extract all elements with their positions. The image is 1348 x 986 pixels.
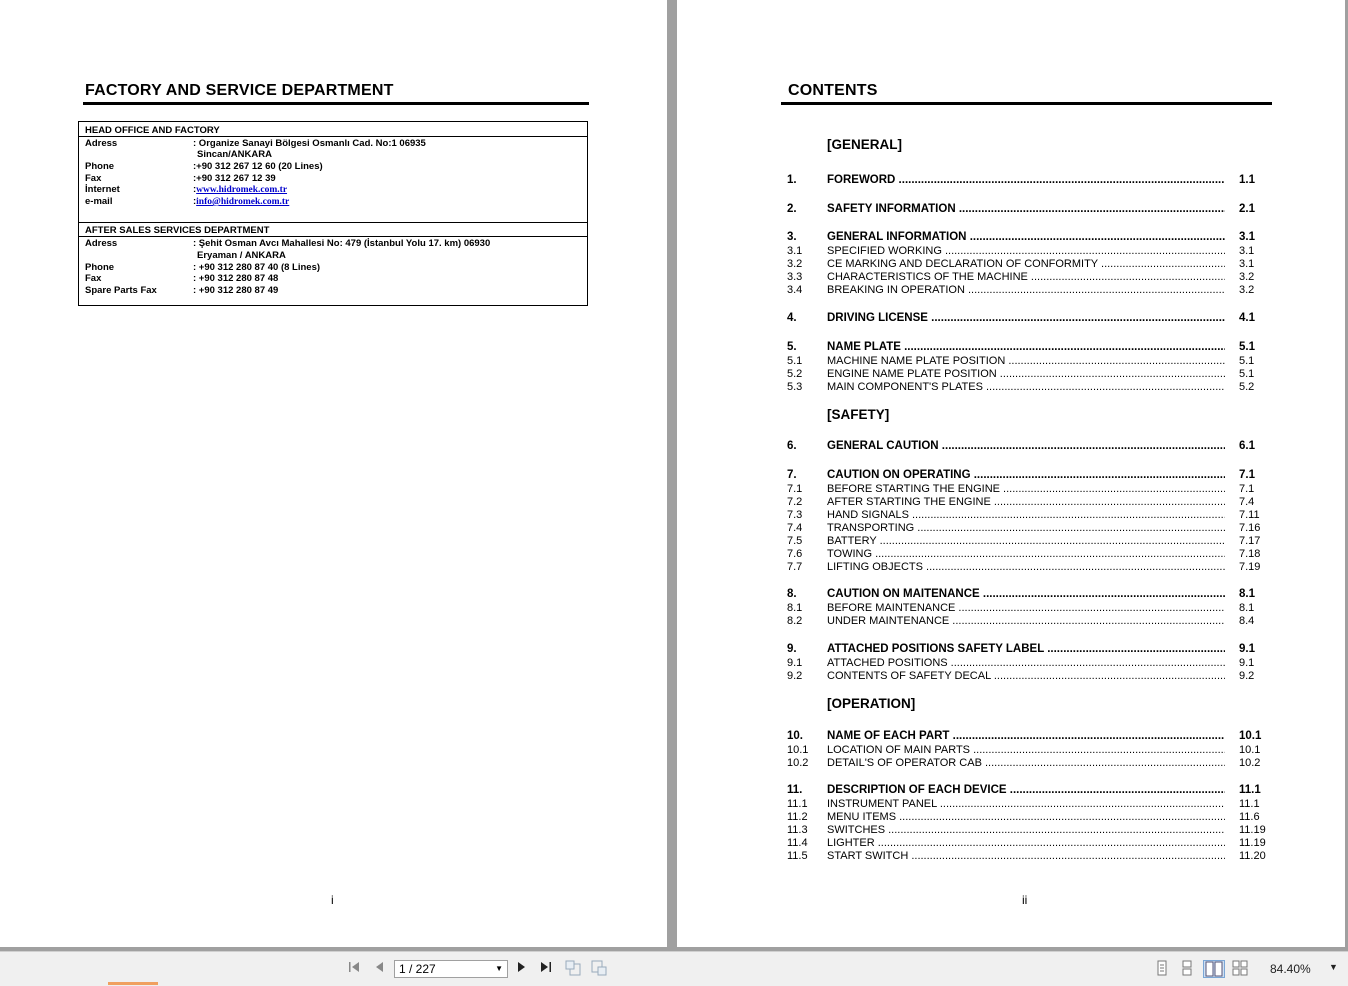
toc-entry-number: 3.1 — [787, 245, 803, 257]
toc-entry-title: BEFORE STARTING THE ENGINE ..... — [827, 483, 1225, 496]
after-sales-heading: AFTER SALES SERVICES DEPARTMENT — [85, 225, 270, 236]
toc-entry[interactable] — [787, 258, 1272, 271]
website-link[interactable]: www.hidromek.com.tr — [196, 185, 288, 195]
toc-entry[interactable] — [787, 670, 1272, 683]
section-operation: [OPERATION] — [827, 696, 916, 711]
toc-entry[interactable] — [787, 469, 1272, 482]
toc-entry-title: CAUTION ON OPERATING ..... — [827, 469, 1225, 482]
toc-entry-number: 10.1 — [787, 744, 809, 756]
toc-entry-page: 9.1 — [1239, 643, 1255, 655]
toc-entry-title: MACHINE NAME PLATE POSITION ..... — [827, 355, 1225, 368]
toc-entry-title: FOREWORD ..... — [827, 174, 1225, 187]
prev-view-icon[interactable] — [564, 960, 582, 978]
toc-entry-number: 5.2 — [787, 368, 803, 380]
toc-entry-title: SPECIFIED WORKING ..... — [827, 245, 1225, 258]
after-sales-spare-fax-row — [85, 285, 278, 296]
toc-entry-page: 5.1 — [1239, 341, 1255, 353]
toc-entry-number: 9. — [787, 643, 797, 655]
toc-entry-page: 11.1 — [1239, 798, 1260, 810]
row-value: : Şehit Osman Avcı Mahallesi No: 479 (İstanbul Yolu 17. km) 06930 — [193, 238, 491, 249]
page-number: ii — [1022, 893, 1028, 907]
toc-entry-title: AFTER STARTING THE ENGINE ..... — [827, 496, 1225, 509]
toc-entry-number: 5.3 — [787, 381, 803, 393]
toc-entry-number: 11.5 — [787, 850, 808, 862]
toc-entry-number: 10.2 — [787, 757, 809, 769]
after-sales-fax-row — [85, 273, 278, 284]
toc-entry-title: DRIVING LICENSE ..... — [827, 312, 1225, 325]
toc-entry-page: 3.2 — [1239, 271, 1255, 283]
head-office-fax-row — [85, 173, 276, 184]
title-rule — [83, 102, 589, 105]
toc-entry-number: 8.2 — [787, 615, 803, 627]
toc-entry-page: 1.1 — [1239, 174, 1255, 186]
toc-entry-title: CONTENTS OF SAFETY DECAL ..... — [827, 670, 1225, 683]
toc-entry[interactable] — [787, 231, 1272, 244]
toc-entry[interactable] — [787, 561, 1272, 574]
two-page-icon[interactable] — [1203, 960, 1225, 978]
divider — [79, 222, 587, 223]
toc-entry-title: BEFORE MAINTENANCE ..... — [827, 602, 1225, 615]
toc-entry-page: 7.11 — [1239, 509, 1260, 521]
toc-entry-title: START SWITCH ..... — [827, 850, 1225, 863]
toc-entry[interactable] — [787, 850, 1272, 863]
prev-page-icon[interactable] — [370, 960, 388, 978]
toc-entry-page: 6.1 — [1239, 440, 1255, 452]
toc-entry-number: 11.3 — [787, 824, 808, 836]
row-label: Spare Parts Fax — [85, 285, 157, 296]
title-rule — [781, 102, 1272, 105]
toc-entry[interactable] — [787, 271, 1272, 284]
toc-entry-page: 7.19 — [1239, 561, 1261, 573]
toc-entry-number: 4. — [787, 312, 797, 324]
row-value: :+90 312 267 12 60 (20 Lines) — [193, 161, 323, 172]
toc-entry-page: 10.1 — [1239, 744, 1261, 756]
toc-entry-title: CE MARKING AND DECLARATION OF CONFORMITY ..... — [827, 258, 1225, 271]
toc-entry-title: TRANSPORTING ..... — [827, 522, 1225, 535]
toc-entry[interactable] — [787, 483, 1272, 496]
toc-entry-number: 2. — [787, 203, 797, 215]
toc-entry-page: 7.17 — [1239, 535, 1261, 547]
toc-entry[interactable] — [787, 535, 1272, 548]
toc-entry-number: 9.1 — [787, 657, 803, 669]
toc-entry-title: HAND SIGNALS ..... — [827, 509, 1225, 522]
toc-entry-page: 5.1 — [1239, 368, 1255, 380]
chevron-down-icon[interactable]: ▼ — [1329, 962, 1338, 972]
toc-entry[interactable] — [787, 203, 1272, 216]
toc-entry-title: MENU ITEMS ..... — [827, 811, 1225, 824]
after-sales-phone-row — [85, 262, 320, 273]
toc-entry[interactable] — [787, 798, 1272, 811]
toc-entry-title: INSTRUMENT PANEL ..... — [827, 798, 1225, 811]
toc-entry[interactable] — [787, 440, 1272, 453]
toc-entry-title: MAIN COMPONENT'S PLATES ..... — [827, 381, 1225, 394]
toc-entry-page: 5.2 — [1239, 381, 1255, 393]
toc-entry-title: CHARACTERISTICS OF THE MACHINE ..... — [827, 271, 1225, 284]
toc-entry-title: LOCATION OF MAIN PARTS ..... — [827, 744, 1225, 757]
page-ii — [677, 0, 1345, 947]
toc-entry-number: 9.2 — [787, 670, 803, 682]
row-value: : +90 312 280 87 40 (8 Lines) — [193, 262, 321, 273]
page-number-select[interactable] — [394, 960, 508, 978]
toc-entry-number: 3. — [787, 231, 797, 243]
row-label: Fax — [85, 273, 102, 284]
page-indicator: 1 / 227 — [399, 962, 436, 976]
row-label: Fax — [85, 173, 102, 184]
toc-entry[interactable] — [787, 730, 1272, 743]
toc-entry-number: 8. — [787, 588, 797, 600]
email-link[interactable]: info@hidromek.com.tr — [196, 197, 290, 207]
viewer-toolbar — [0, 951, 1348, 986]
toc-entry[interactable] — [787, 496, 1272, 509]
toc-entry-number: 5.1 — [787, 355, 803, 367]
toc-entry-number: 10. — [787, 730, 803, 742]
toc-entry-page: 11.6 — [1239, 811, 1260, 823]
toc-entry-page: 11.20 — [1239, 850, 1266, 862]
toc-entry-number: 3.3 — [787, 271, 803, 283]
page-i — [0, 0, 667, 947]
toc-entry-number: 7.3 — [787, 509, 803, 521]
toc-entry-number: 1. — [787, 174, 797, 186]
toc-entry[interactable] — [787, 284, 1272, 297]
toc-entry-title: GENERAL CAUTION ..... — [827, 440, 1225, 453]
single-page-icon[interactable] — [1153, 960, 1171, 978]
toc-entry-number: 7.5 — [787, 535, 803, 547]
toc-entry-page: 10.2 — [1239, 757, 1261, 769]
toc-entry-page: 3.1 — [1239, 258, 1255, 270]
toc-entry-page: 7.16 — [1239, 522, 1261, 534]
toc-entry-page: 8.4 — [1239, 615, 1255, 627]
toc-entry-number: 7.4 — [787, 522, 803, 534]
toc-entry-page: 7.4 — [1239, 496, 1255, 508]
toc-entry-number: 7.1 — [787, 483, 803, 495]
after-sales-address-row — [85, 238, 490, 249]
toc-entry-page: 2.1 — [1239, 203, 1255, 215]
head-office-internet-row: İnternet :www.hidromek.com.tr — [85, 184, 288, 195]
toc-entry-title: LIGHTER ..... — [827, 837, 1225, 850]
toc-entry-number: 7. — [787, 469, 797, 481]
toc-entry-number: 11.1 — [787, 798, 808, 810]
continuous-icon[interactable] — [1178, 960, 1196, 978]
toc-entry[interactable] — [787, 602, 1272, 615]
toc-entry-page: 3.2 — [1239, 284, 1255, 296]
toc-entry-number: 11.2 — [787, 811, 808, 823]
toc-entry[interactable] — [787, 245, 1272, 258]
toc-entry[interactable] — [787, 744, 1272, 757]
toc-entry[interactable] — [787, 643, 1272, 656]
head-office-address-line2: Sincan/ANKARA — [197, 149, 272, 160]
two-page-continuous-icon[interactable] — [1231, 960, 1249, 978]
toc-entry-title: TOWING ..... — [827, 548, 1225, 561]
toc-entry-title: SWITCHES ..... — [827, 824, 1225, 837]
row-value: :+90 312 267 12 39 — [193, 173, 276, 184]
row-value: : Organize Sanayi Bölgesi Osmanlı Cad. No:1 06935 — [193, 138, 426, 149]
toc-entry-title: UNDER MAINTENANCE ..... — [827, 615, 1225, 628]
toc-entry[interactable] — [787, 381, 1272, 394]
toc-entry[interactable] — [787, 784, 1272, 797]
toc-entry-page: 9.1 — [1239, 657, 1255, 669]
divider — [79, 236, 587, 237]
toc-entry-page: 8.1 — [1239, 588, 1255, 600]
toc-entry-page: 3.1 — [1239, 245, 1255, 257]
toc-entry-page: 7.18 — [1239, 548, 1261, 560]
toc-entry-title: SAFETY INFORMATION ..... — [827, 203, 1225, 216]
toc-entry-title: BATTERY ..... — [827, 535, 1225, 548]
after-sales-address-line2: Eryaman / ANKARA — [197, 250, 286, 261]
toc-entry-page: 11.19 — [1239, 837, 1266, 849]
toc-entry-page: 11.1 — [1239, 784, 1261, 796]
row-label: Phone — [85, 161, 115, 172]
toc-entry-title: GENERAL INFORMATION ..... — [827, 231, 1225, 244]
toc-entry-number: 6. — [787, 440, 797, 452]
row-label: Phone — [85, 262, 115, 273]
toc-entry-page: 7.1 — [1239, 469, 1255, 481]
toc-entry[interactable] — [787, 368, 1272, 381]
toc-entry-title: DETAIL'S OF OPERATOR CAB ..... — [827, 757, 1225, 770]
row-label: İnternet — [85, 184, 120, 195]
toc-entry-title: DESCRIPTION OF EACH DEVICE ..... — [827, 784, 1225, 797]
toc-entry-number: 7.7 — [787, 561, 803, 573]
head-office-address-row — [85, 138, 426, 149]
toc-entry[interactable] — [787, 355, 1272, 368]
toc-entry-number: 11.4 — [787, 837, 808, 849]
toc-entry-title: ATTACHED POSITIONS ..... — [827, 657, 1225, 670]
page-number: i — [331, 893, 334, 907]
toc-entry-title: CAUTION ON MAITENANCE ..... — [827, 588, 1225, 601]
toc-entry-number: 5. — [787, 341, 797, 353]
toc-entry-title: NAME OF EACH PART ..... — [827, 730, 1225, 743]
next-page-icon[interactable] — [513, 960, 531, 978]
toc-entry-title: LIFTING OBJECTS ..... — [827, 561, 1225, 574]
section-general: [GENERAL] — [827, 137, 902, 152]
toc-entry[interactable] — [787, 615, 1272, 628]
toc-entry-page: 5.1 — [1239, 355, 1255, 367]
toc-entry-title: BREAKING IN OPERATION ..... — [827, 284, 1225, 297]
page-title: FACTORY AND SERVICE DEPARTMENT — [85, 82, 394, 99]
toc-entry[interactable] — [787, 657, 1272, 670]
toc-entry[interactable] — [787, 837, 1272, 850]
toc-entry-page: 4.1 — [1239, 312, 1255, 324]
toc-entry[interactable] — [787, 548, 1272, 561]
first-page-icon[interactable] — [345, 960, 363, 978]
divider — [79, 136, 587, 137]
zoom-level[interactable]: 84.40% — [1270, 962, 1311, 976]
toc-entry-page: 11.19 — [1239, 824, 1266, 836]
row-label: Adress — [85, 238, 118, 249]
head-office-phone-row — [85, 161, 323, 172]
contact-box — [78, 121, 588, 306]
toc-entry-page: 10.1 — [1239, 730, 1262, 742]
toc-entry-title: ATTACHED POSITIONS SAFETY LABEL ..... — [827, 643, 1225, 656]
head-office-heading: HEAD OFFICE AND FACTORY — [85, 125, 220, 136]
row-label: e-mail — [85, 196, 113, 207]
toc-entry[interactable] — [787, 312, 1272, 325]
section-safety: [SAFETY] — [827, 407, 890, 422]
chevron-down-icon: ▼ — [495, 964, 503, 973]
head-office-email-row: e-mail :info@hidromek.com.tr — [85, 196, 290, 207]
toc-entry-page: 9.2 — [1239, 670, 1255, 682]
toc-entry[interactable] — [787, 509, 1272, 522]
toc-entry[interactable] — [787, 757, 1272, 770]
toc-entry[interactable] — [787, 522, 1272, 535]
toc-entry[interactable] — [787, 588, 1272, 601]
page-title: CONTENTS — [788, 82, 878, 99]
row-value: : +90 312 280 87 48 — [193, 273, 279, 284]
row-value: : +90 312 280 87 49 — [193, 285, 279, 296]
toc-entry-number: 8.1 — [787, 602, 803, 614]
row-label: Adress — [85, 138, 118, 149]
toc-entry-number: 7.2 — [787, 496, 803, 508]
toc-entry-title: ENGINE NAME PLATE POSITION ..... — [827, 368, 1225, 381]
toc-entry-page: 3.1 — [1239, 231, 1255, 243]
next-view-icon[interactable] — [590, 960, 608, 978]
toc-entry-page: 7.1 — [1239, 483, 1255, 495]
toc-entry-page: 8.1 — [1239, 602, 1255, 614]
toc-entry-number: 7.6 — [787, 548, 803, 560]
toc-entry[interactable] — [787, 811, 1272, 824]
toc-entry[interactable] — [787, 174, 1272, 187]
toc-entry[interactable] — [787, 824, 1272, 837]
toc-entry-number: 11. — [787, 784, 803, 796]
last-page-icon[interactable] — [537, 960, 555, 978]
toc-entry-title: NAME PLATE ..... — [827, 341, 1225, 354]
toc-entry[interactable] — [787, 341, 1272, 354]
toc-entry-number: 3.2 — [787, 258, 803, 270]
toc-entry-number: 3.4 — [787, 284, 803, 296]
